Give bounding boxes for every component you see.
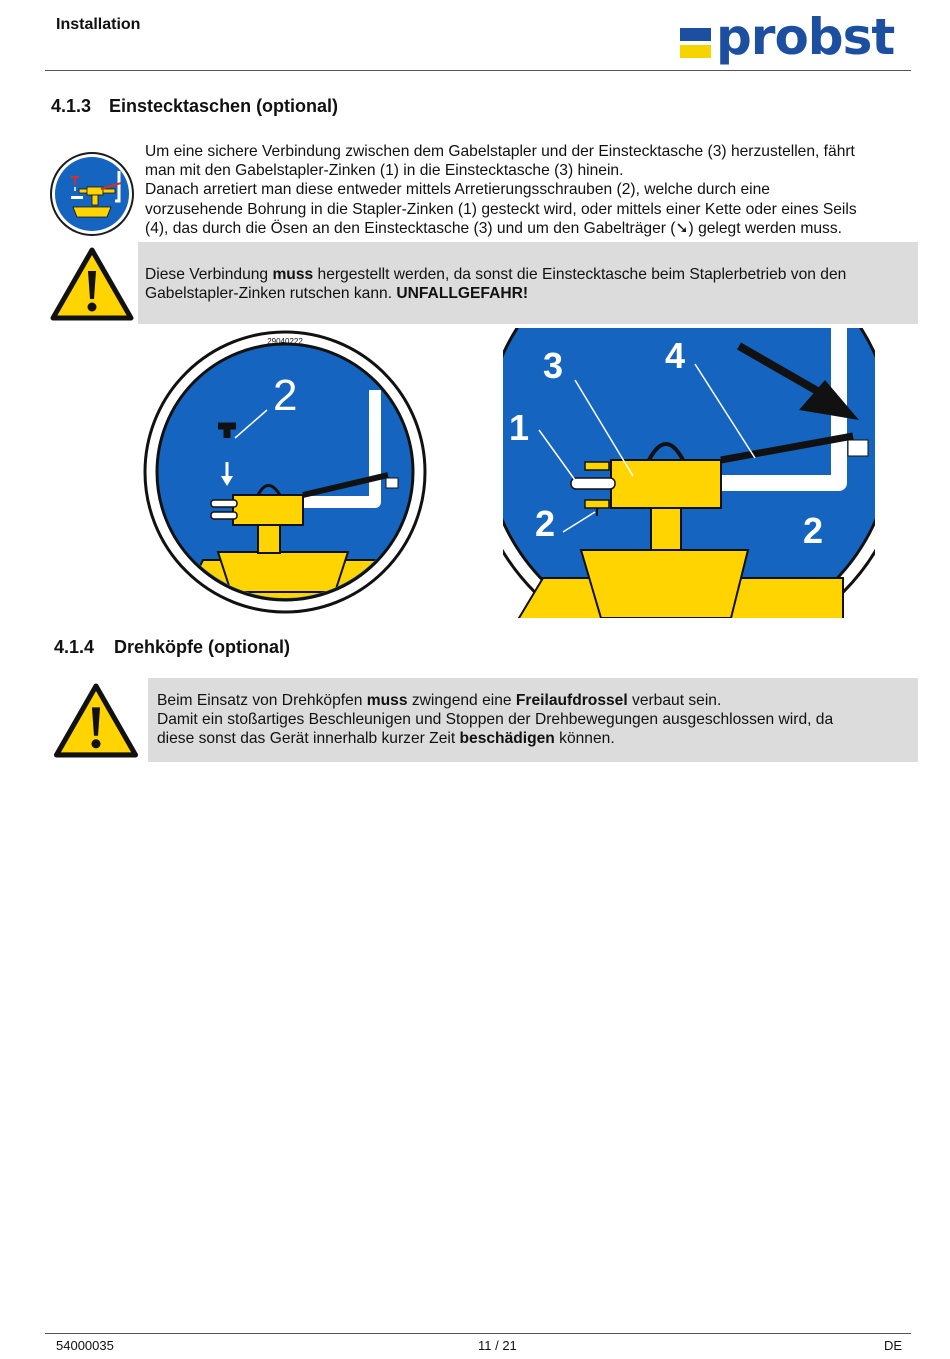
header-divider (45, 70, 911, 71)
warning-line-2 (145, 284, 846, 303)
figure-right-detail (503, 328, 875, 618)
figure-right-label-1: 1 (509, 407, 530, 448)
warning-triangle-icon (50, 247, 134, 321)
section-number: 4.1.3 (51, 96, 92, 116)
warning-line-1 (145, 265, 846, 284)
figure-code: 29040222 (267, 337, 303, 346)
warning-text: Beim Einsatz von Drehköpfen (157, 692, 367, 709)
intro-line-5: (4), das durch die Ösen an den Einstecktasche (3) und um den Gabelträger (➘) gelegt werden muss. (145, 219, 842, 237)
intro-line-4: vorzusehende Bohrung in die Stapler-Zinken (1) gesteckt wird, oder mittels einer Kette oder eines Seils (145, 200, 857, 218)
probst-logo (680, 8, 905, 66)
warning-line-1 (157, 691, 833, 710)
figure-right-label-3: 3 (543, 345, 564, 386)
warning-danger-label: UNFALLGEFAHR! (396, 285, 529, 303)
warning-line-2: Damit ein stoßartiges Beschleunigen und Stoppen der Drehbewegungen ausgeschlossen wird, da (157, 711, 834, 729)
header-title: Installation (56, 16, 141, 33)
section-title-413 (51, 96, 338, 117)
warning-text: Diese Verbindung (145, 266, 273, 283)
section-number: 4.1.4 (54, 637, 95, 657)
warning-line-3 (157, 729, 833, 748)
intro-line-1: Um eine sichere Verbindung zwischen dem Gabelstapler und der Einstecktasche (3) herzustellen, fährt (145, 143, 855, 160)
warning-text-413 (145, 265, 846, 303)
logo-bar-blue (680, 28, 711, 41)
intro-line-3: Danach arretiert man diese entweder mittels Arretierungsschrauben (2), welche durch eine (145, 181, 770, 199)
warning-text: Gabelstapler-Zinken rutschen kann. (145, 285, 397, 303)
warning-triangle-icon (53, 683, 139, 758)
footer-doc-number: 54000035 (56, 1338, 114, 1353)
warning-box-413 (138, 242, 918, 324)
footer-page-number: 11 / 21 (478, 1338, 517, 1353)
warning-text: verbaut sein. (627, 692, 722, 709)
warning-box-414 (148, 678, 918, 762)
intro-paragraph (145, 142, 857, 238)
section-heading: Drehköpfe (optional) (114, 637, 290, 657)
warning-emphasis: muss (272, 266, 314, 283)
warning-text: hergestellt werden, da sonst die Einstecktasche beim Staplerbetrieb von den (313, 266, 847, 283)
footer-language: DE (884, 1338, 903, 1353)
warning-text: können. (554, 730, 615, 748)
warning-emphasis: Freilaufdrossel (515, 692, 628, 709)
figure-left-label-2: 2 (273, 371, 298, 420)
warning-text: diese sonst das Gerät innerhalb kurzer Zeit (157, 730, 460, 748)
figure-right-label-2a: 2 (535, 503, 556, 544)
figure-left-illustration (143, 330, 428, 615)
warning-text: zwingend eine (407, 692, 516, 709)
warning-emphasis: beschädigen (459, 730, 555, 748)
warning-text-414 (157, 691, 833, 749)
mandatory-sign-icon (49, 151, 135, 237)
section-title-414 (54, 637, 290, 658)
section-heading: Einstecktaschen (optional) (109, 96, 339, 116)
logo-bar-yellow (680, 45, 711, 58)
footer-divider (45, 1333, 911, 1334)
intro-line-2: man mit den Gabelstapler-Zinken (1) in die Einstecktasche (3) hinein. (145, 162, 624, 180)
figure-right-label-4: 4 (665, 335, 686, 376)
logo-text: probst (716, 8, 895, 66)
figure-right-label-2b: 2 (803, 510, 824, 551)
warning-emphasis: muss (366, 692, 408, 709)
